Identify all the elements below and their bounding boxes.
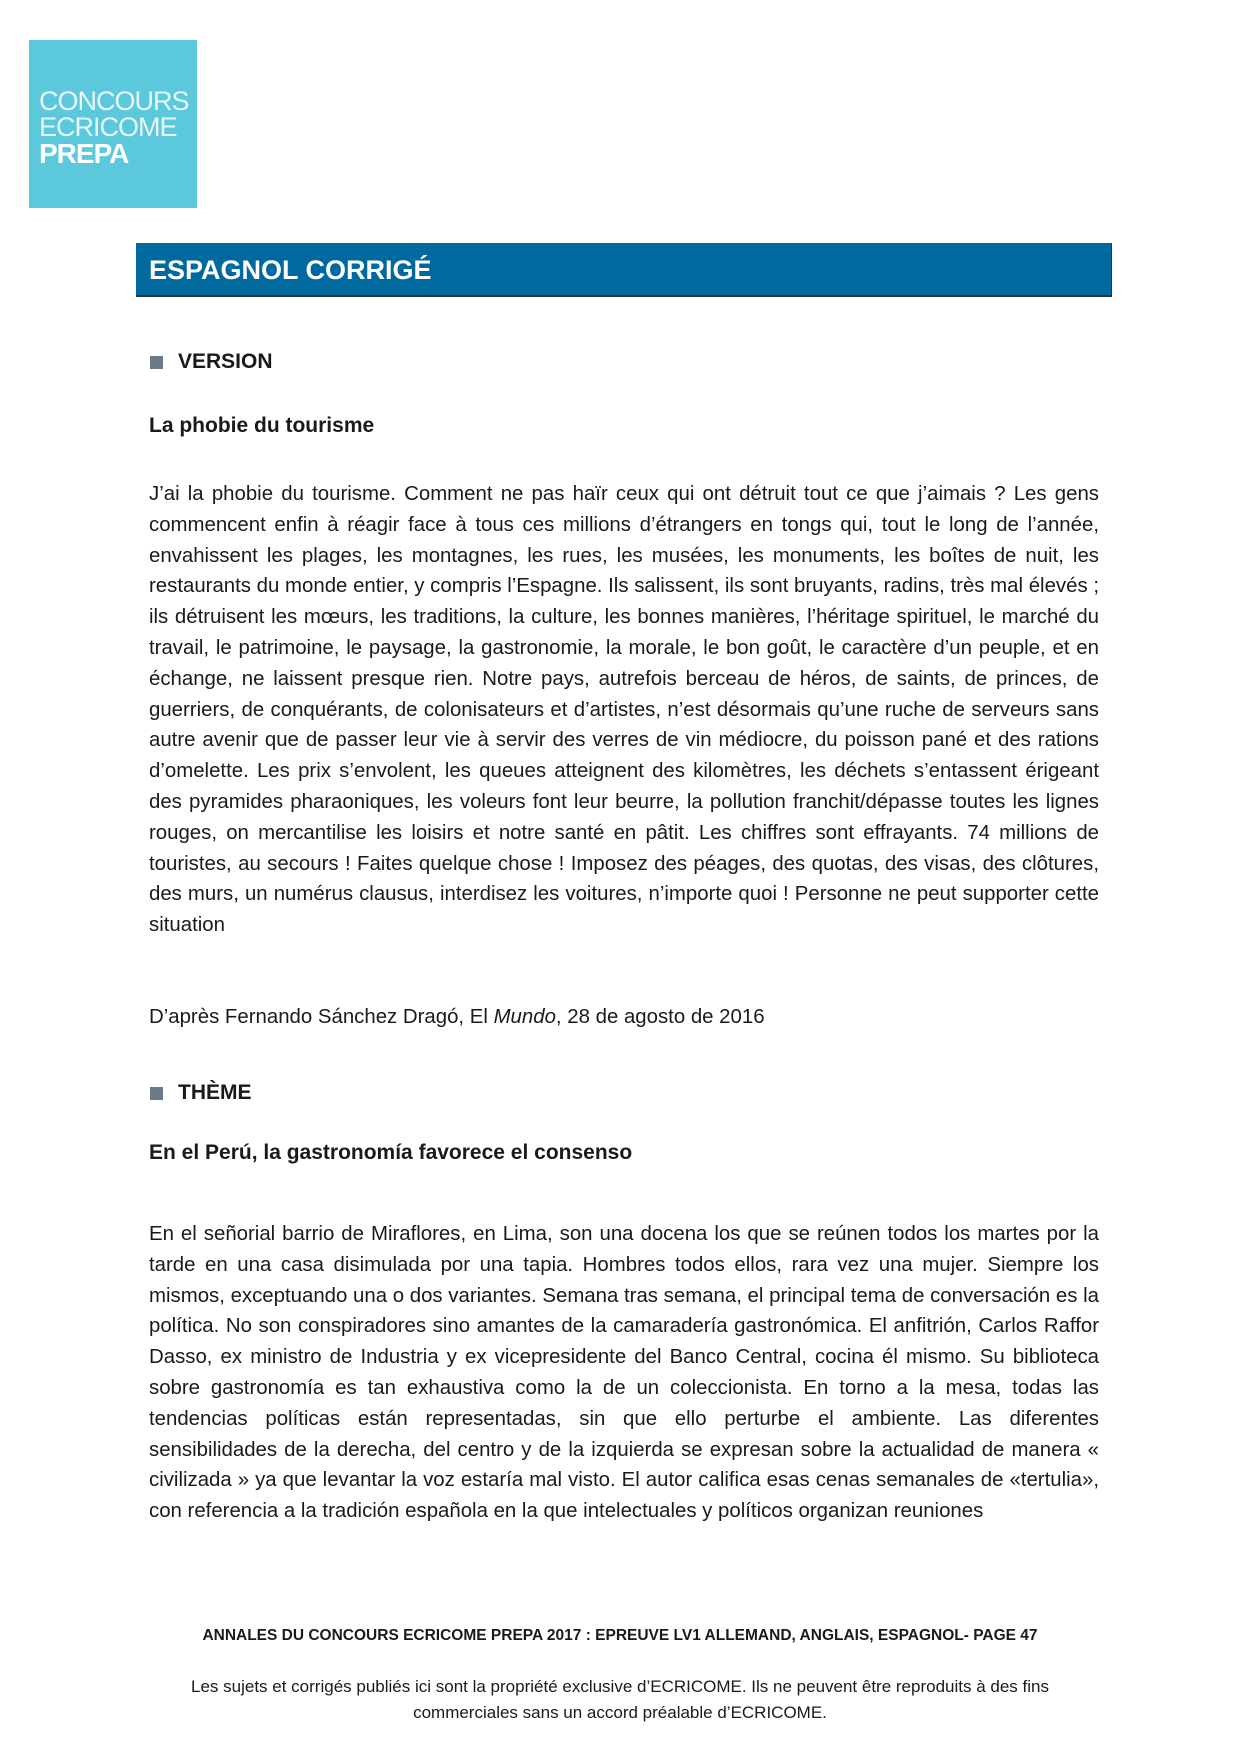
- version-heading-label: VERSION: [178, 350, 273, 373]
- logo-line-1: CONCOURS: [39, 86, 189, 116]
- source-journal: Mundo: [493, 1006, 556, 1028]
- logo-line-2: ECRICOME: [39, 112, 177, 142]
- footer-legal: Les sujets et corrigés publiés ici sont la propriété exclusive d’ECRICOME. Ils ne peuvent être reproduits à des fins commerciales sans un accord préalable d’ECRICOME.: [191, 1677, 1049, 1722]
- ecricome-logo: [29, 40, 197, 208]
- source-suffix: , 28 de agosto de 2016: [555, 1006, 765, 1028]
- theme-text: En el señorial barrio de Miraflores, en Lima, son una docena los que se reúnen todos los martes por la tarde en una casa disimulada por una tapia. Hombres todos ellos, rara vez una mujer. Siempre los mismos, exceptuando una o dos variantes. Semana tras semana, el principal tema de conversación es la política. No son conspiradores sino amantes de la camaradería gastronómica. El anfitrión, Carlos Raffor Dasso, ex ministro de Industria y ex vicepresidente del Banco Central, cocina él mismo. Su biblioteca sobre gastronomía es tan exhaustiva como la de un coleccionista. En torno a la mesa, todas las tendencias políticas están representadas, sin que ello perturbe el ambiente. Las diferentes sensibilidades de la derecha, del centro y de la izquierda se expresan sobre la actualidad de manera « civilizada » ya que levantar la voz estaría mal visto. El autor califica esas cenas semanales de «tertulia», con referencia a la tradición española en la que intelectuales y políticos organizan reuniones: [149, 1223, 1099, 1523]
- square-bullet-icon: [150, 1087, 163, 1100]
- title-bar: [136, 243, 1112, 297]
- version-source: [149, 1006, 765, 1029]
- section-heading-theme: [150, 1081, 252, 1105]
- theme-title: En el Perú, la gastronomía favorece el consenso: [149, 1141, 633, 1164]
- section-heading-version: [150, 350, 273, 374]
- square-bullet-icon: [150, 356, 163, 369]
- version-title: La phobie du tourisme: [149, 414, 375, 437]
- source-prefix: D’après Fernando Sánchez Dragó, El: [149, 1006, 494, 1028]
- footer-reference: ANNALES DU CONCOURS ECRICOME PREPA 2017 : EPREUVE LV1 ALLEMAND, ANGLAIS, ESPAGNOL- PAGE 47: [202, 1627, 1038, 1644]
- theme-heading-label: THÈME: [178, 1081, 252, 1104]
- logo-line-3: PREPA: [39, 138, 129, 169]
- version-text: J’ai la phobie du tourisme. Comment ne pas haïr ceux qui ont détruit tout ce que j’aimais ? Les gens commencent enfin à réagir face à tous ces millions d’étrangers en tongs qui, tout le long de l’année, envahissent les plages, les montagnes, les rues, les musées, les monuments, les boîtes de nuit, les restaurants du monde entier, y compris l’Espagne. Ils salissent, ils sont bruyants, radins, très mal élevés ; ils détruisent les mœurs, les traditions, la culture, les bonnes manières, l’héritage spirituel, le marché du travail, le patrimoine, le paysage, la gastronomie, la morale, le bon goût, le caractère d’un peuple, et en échange, ne laissent presque rien. Notre pays, autrefois berceau de héros, de saints, de princes, de guerriers, de conquérants, de colonisateurs et d’artistes, n’est désormais qu’une ruche de serveurs sans autre avenir que de passer leur vie à servir des verres de vin médiocre, du poisson pané et des rations d’omelette. Les prix s’envolent, les queues atteignent des kilomètres, les déchets s’entassent érigeant des pyramides pharaoniques, les voleurs font leur beurre, la pollution franchit/dépasse toutes les lignes rouges, on mercantilise les loisirs et notre santé en pâtit. Les chiffres sont effrayants. 74 millions de touristes, au secours ! Faites quelque chose ! Imposez des péages, des quotas, des visas, des clôtures, des murs, un numérus clausus, interdisez les voitures, n’importe quoi ! Personne ne peut supporter cette situation: [149, 483, 1099, 937]
- page-title: ESPAGNOL CORRIGÉ: [149, 255, 432, 285]
